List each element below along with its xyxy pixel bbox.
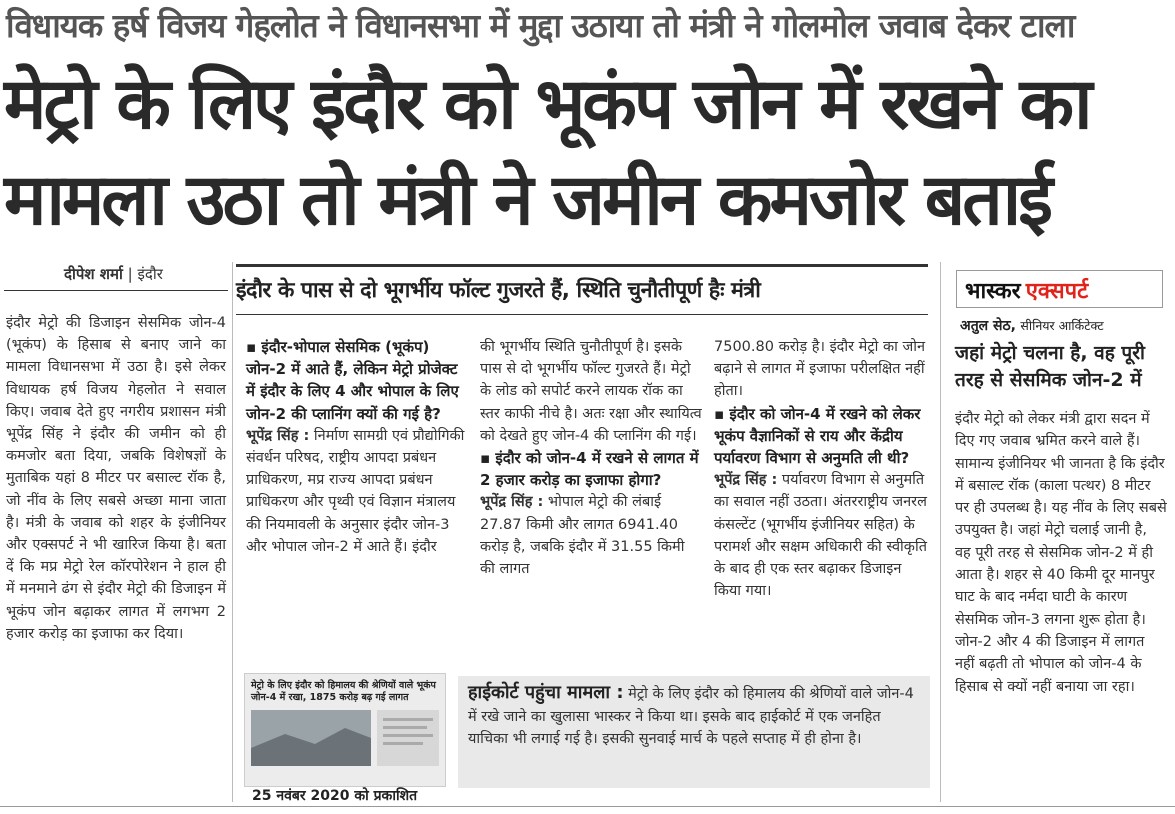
expert-column	[955, 408, 1167, 698]
answer-3-text: पर्यावरण विभाग से अनुमति का सवाल नहीं उठता। अंतरराष्ट्रीय जनरल कंसल्टेंट (भूगर्भीय इंजीनियर सहित) के परामर्श और सक्षम अधिकारी की स्वीकृति के बाद ही एक स्तर बढ़ाकर डिजाइन किया गया।	[714, 472, 927, 600]
expert-title: जहां मेट्रो चलना है, वह पूरी तरह से सेसमिक जोन-2 में	[955, 342, 1145, 391]
expert-byline	[960, 316, 1104, 335]
subhead: इंदौर के पास से दो भूगर्भीय फॉल्ट गुजरते हैं, स्थिति चुनौतीपूर्ण हैः मंत्री	[236, 278, 761, 303]
byline-separator: |	[127, 265, 133, 283]
thumbnail-clipping	[244, 673, 446, 787]
answer-2-continued: 7500.80 करोड़ है। इंदौर मेट्रो का जोन बढ़ाने से लागत में इजाफा परीलक्षित नहीं होता।	[714, 339, 926, 400]
expert-text: इंदौर मेट्रो को लेकर मंत्री द्वारा सदन में दिए गए जवाब भ्रमित करने वाले हैं। सामान्य इंजीनियर भी जानता है कि इंदौर में बसाल्ट रॉक (काला पत्थर) 8 मीटर पर ही उपलब्ध है। यह नींव के लिए सबसे उपयुक्त है। जहां मेट्रो चलाई जानी है, वह पूरी तरह से सेसमिक जोन-2 में ही आता है। शहर से 40 किमी दूर मानपुर घाट के बाद नर्मदा घाटी के कारण सेसमिक जोन-3 लगना शुरू होता है। जोन-2 और 4 की डिजाइन में लागत नहीं बढ़ती तो भोपाल को जोन-4 के हिसाब से क्यों नहीं बनाया जा रहा।	[955, 411, 1167, 695]
logo-part-1: भास्कर	[965, 279, 1021, 304]
answer-1-continued: की भूगर्भीय स्थिति चुनौतीपूर्ण है। इसके पास से दो भूगर्भीय फॉल्ट गुजरते हैं। मेट्रो के लोड को सपोर्ट करने लायक रॉक का स्तर काफी नीचे है। अतः रक्षा और स्थायित्व को देखते हुए जोन-4 की प्लानिंग की गई।	[480, 339, 702, 444]
qa-column-1	[246, 336, 468, 558]
question-1: ▪ इंदौर-भोपाल सेसमिक (भूकंप) जोन-2 में आते हैं, लेकिन मेट्रो प्रोजेक्ट में इंदौर के लिए 4 और भोपाल के लिए जोन-2 की प्लानिंग क्यों की गई है?	[246, 336, 468, 425]
intro-text: इंदौर मेट्रो की डिजाइन सेसमिक जोन-4 (भूकंप) के हिसाब से बनाए जाने का मामला विधानसभा में उठा है। इसे लेकर विधायक हर्ष विजय गेहलोत ने सवाल किए। जवाब देते हुए नगरीय प्रशासन मंत्री भूपेंद्र सिंह ने इंदौर की जमीन को ही कमजोर बता दिया, जबकि विशेषज्ञों के मुताबिक यहां 8 मीटर पर बसाल्ट रॉक है, जो नींव के लिए सबसे अच्छा माना जाता है। मंत्री के जवाब को शहर के इंजीनियर और एक्सपर्ट ने भी खारिज किया है। बता दें कि मप्र मेट्रो रेल कॉरपोरेशन ने हाल ही में मनमाने ढंग से इंदौर मेट्रो की डिजाइन में भूकंप जोन बढ़ाकर लागत में लगभग 2 हजार करोड़ का इजाफा कर दिया।	[6, 315, 226, 642]
thumbnail-caption: 25 नवंबर 2020 को प्रकाशित	[252, 788, 418, 804]
thumbnail-headline: मेट्रो के लिए इंदौर को हिमालय की श्रेणियों वाले भूकंप जोन-4 में रखा, 1875 करोड़ बढ़ गई लागत	[251, 680, 436, 703]
answer-3-name: भूपेंद्र सिंह :	[714, 472, 778, 489]
headline-line-1: मेट्रो के लिए इंदौर को भूकंप जोन में रखने का	[4, 62, 1090, 145]
kicker-headline: विधायक हर्ष विजय गेहलोत ने विधानसभा में मुद्दा उठाया तो मंत्री ने गोलमोल जवाब देकर टाला	[6, 6, 1075, 45]
highcourt-box	[458, 676, 930, 788]
subhead-top-rule	[236, 264, 928, 267]
answer-2-text: भोपाल मेट्रो की लंबाई 27.87 किमी और लागत 6941.40 करोड़ है, जबकि इंदौर में 31.55 किमी की लागत	[480, 494, 685, 578]
thumbnail-photo	[245, 704, 445, 774]
bhaskar-expert-logo	[956, 270, 1163, 308]
expert-role: सीनियर आर्किटेक्ट	[1020, 318, 1104, 333]
column-divider-2	[940, 262, 941, 802]
logo-part-2: एक्सपर्ट	[1025, 279, 1089, 304]
expert-name: अतुल सेठ,	[960, 318, 1016, 334]
byline-rule	[4, 290, 228, 291]
byline	[64, 264, 163, 284]
question-2: ▪ इंदौर को जोन-4 में रखने से लागत में 2 हजार करोड़ का इजाफा होगा?	[480, 447, 702, 491]
subhead-bottom-rule	[236, 314, 928, 315]
highcourt-lead: हाईकोर्ट पहुंचा मामला :	[468, 682, 624, 703]
intro-column	[6, 312, 226, 645]
bottom-rule	[0, 806, 1175, 807]
answer-1-name: भूपेंद्र सिंह :	[246, 427, 310, 444]
answer-2-name: भूपेंद्र सिंह :	[480, 494, 544, 511]
headline-line-2: मामला उठा तो मंत्री ने जमीन कमजोर बताई	[4, 158, 1051, 241]
byline-city: इंदौर	[137, 265, 163, 283]
qa-column-2	[480, 336, 702, 580]
qa-column-3	[714, 336, 930, 602]
answer-1-text: निर्माण सामग्री एवं प्रौद्योगिकी संवर्धन परिषद, राष्ट्रीय आपदा प्रबंधन प्राधिकरण, मप्र राज्य आपदा प्रबंधन प्राधिकरण और पृथ्वी एवं विज्ञान मंत्रालय की नियमावली के अनुसार इंदौर जोन-3 और भोपाल जोन-2 में आते हैं। इंदौर	[246, 427, 465, 555]
byline-author: दीपेश शर्मा	[64, 265, 123, 283]
question-3: ▪ इंदौर को जोन-4 में रखने को लेकर भूकंप वैज्ञानिकों से राय और केंद्रीय पर्यावरण विभाग से अनुमति ली थी?	[714, 403, 930, 470]
highcourt-text: मेट्रो के लिए इंदौर को हिमालय की श्रेणियों वाले जोन-4 में रखे जाने का खुलासा भास्कर ने किया था। इसके बाद हाईकोर्ट में एक जनहित याचिका भी लगाई गई है। इसकी सुनवाई मार्च के पहले सप्ताह में ही होना है।	[468, 686, 914, 747]
highcourt-content	[458, 676, 930, 757]
column-divider-1	[232, 262, 233, 802]
